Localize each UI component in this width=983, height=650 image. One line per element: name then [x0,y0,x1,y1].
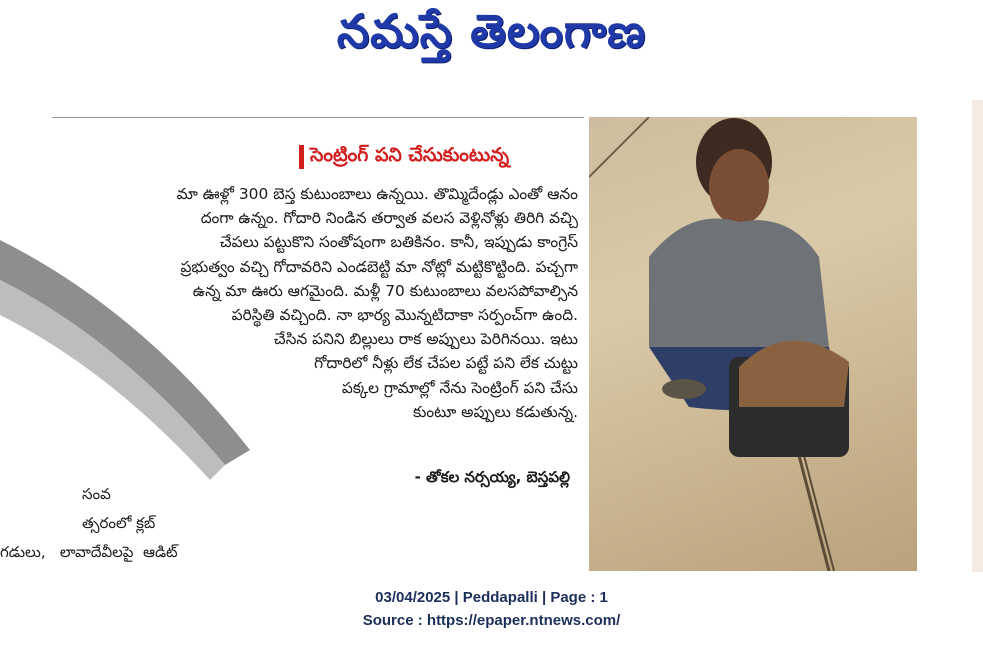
body-line: ప్రభుత్వం వచ్చి గోదావరిని ఎండబెట్టి మా నోట్లో మట్టికొట్టింది. పచ్చగా [180,257,578,276]
source-link[interactable]: Source : https://epaper.ntnews.com/ [362,612,621,629]
article-headline: సెంట్రింగ్ పని చేసుకుంటున్న [310,144,510,166]
body-line: మా ఊళ్లో 300 బెస్త కుటుంబాలు ఉన్నయి. తొమ్మిదేండ్లు ఎంతో ఆనం [176,185,578,203]
edition-info: 03/04/2025 | Peddapalli | Page : 1 [375,589,608,606]
body-line: పక్కల గ్రామాల్లో నేను సెంట్రింగ్ పని చేసు [341,378,578,397]
body-line: చేసిన పనిని బిల్లులు రాక అప్పులు పెరిగినయి. ఇటు [273,330,578,349]
body-line: చేపలు పట్టుకొని సంతోషంగా బతికినం. కానీ, ఇప్పుడు కాంగ్రెస్ [219,233,578,252]
column-line: గడులు, లావాదేవీలపై ఆడిట్ [0,543,178,561]
body-line: పరిస్థితి వచ్చింది. నా భార్య మొన్నటిదాకా సర్పంచ్‌గా ఉంది. [231,306,578,325]
adjacent-page-edge [972,100,983,572]
top-rule [52,117,584,118]
newspaper-clipping [0,100,983,572]
column-line: సంవ [82,485,111,503]
article-photo [589,117,917,571]
body-line: దంగా ఉన్నం. గోదారి నిండిన తర్వాత వలస వెళ్లినోళ్లు తిరిగి వచ్చి [200,209,578,228]
masthead-title: నమస్తే తెలంగాణ [336,4,647,58]
body-line: కుంటూ అప్పులు కడుతున్న. [412,402,578,421]
column-line: త్సరంలో క్లబ్ [82,514,156,532]
body-line: ఉన్న మా ఊరు ఆగమైంది. మళ్లీ 70 కుటుంబాలు వలసపోవాల్సిన [192,281,578,300]
photo-illustration [589,117,917,571]
article-byline: - తోకల నర్సయ్య, బెస్తపల్లి [414,468,570,486]
headline-marker [299,145,304,169]
article-body [58,182,578,424]
body-line: గోదారిలో నీళ్లు లేక చేపల పట్టే పని లేక చుట్టు [314,354,578,373]
adjacent-column [0,480,280,567]
